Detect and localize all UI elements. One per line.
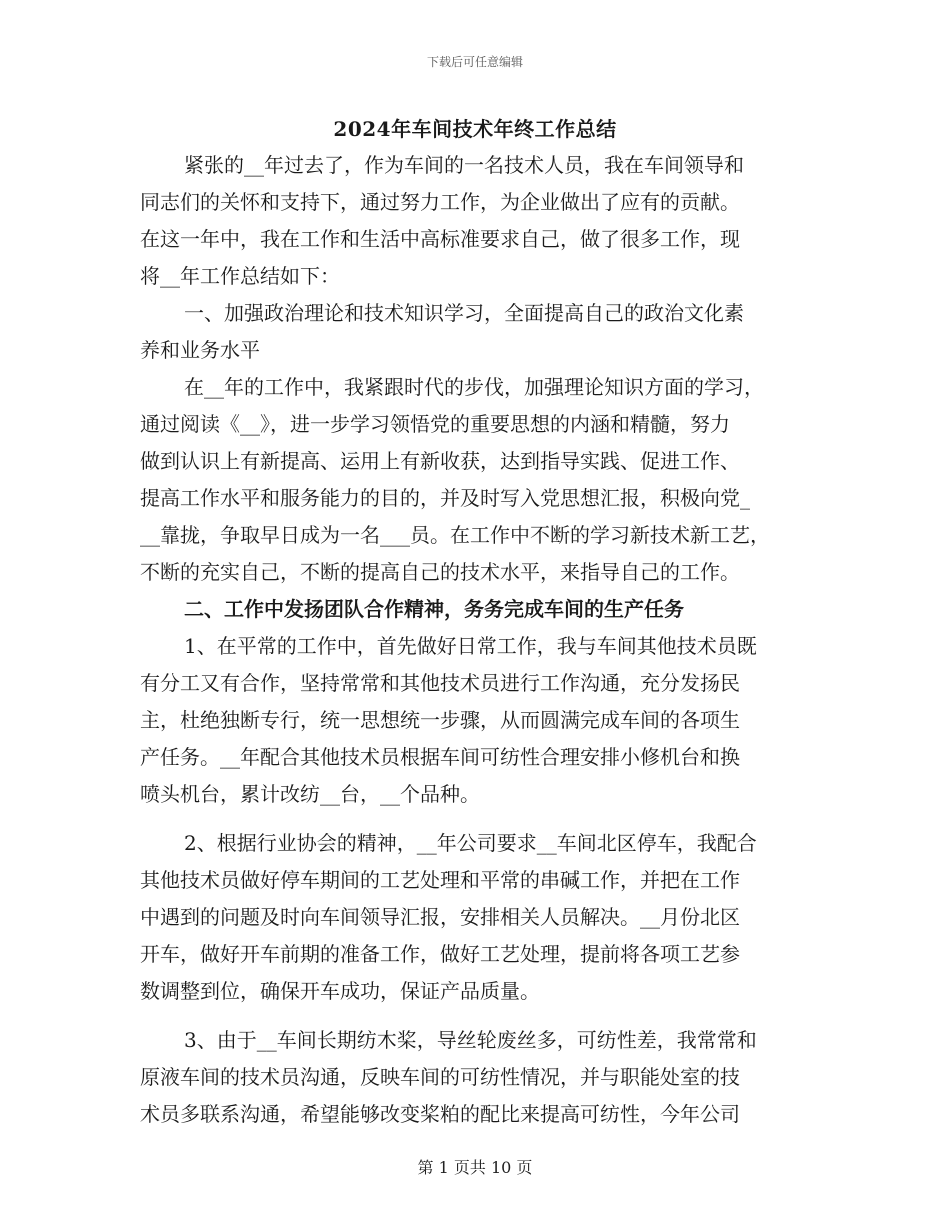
text-line: 产任务。__年配合其他技术员根据车间可纺性合理安排小修机台和换 xyxy=(140,745,740,769)
text-line: 养和业务水平 xyxy=(140,338,260,362)
text-line: 原液车间的技术员沟通，反映车间的可纺性情况，并与职能处室的技 xyxy=(140,1065,740,1089)
paragraph-gap xyxy=(140,1010,820,1022)
text-line: 主，杜绝独断专行，统一思想统一步骤，从而圆满完成车间的各项生 xyxy=(140,708,740,732)
text-line: 开车，做好开车前期的准备工作，做好工艺处理，提前将各项工艺参 xyxy=(140,942,740,966)
text-line: 提高工作水平和服务能力的目的，并及时写入党思想汇报，积极向党_ xyxy=(140,486,750,510)
text-line: __靠拢，争取早日成为一名___员。在工作中不断的学习新技术新工艺， xyxy=(140,523,770,547)
text-line: 数调整到位，确保开车成功，保证产品质量。 xyxy=(140,979,540,1003)
text-line: 二、工作中发扬团队合作精神，务务完成车间的生产任务 xyxy=(184,597,684,621)
text-line: 其他技术员做好停车期间的工艺处理和平常的串碱工作，并把在工作 xyxy=(140,868,740,892)
text-line: 术员多联系沟通，希望能够改变桨粕的配比来提高可纺性，今年公司 xyxy=(140,1102,740,1126)
text-line: 2、根据行业协会的精神，__年公司要求__车间北区停车，我配合 xyxy=(184,831,757,855)
paragraph-item-2 xyxy=(140,825,820,1010)
text-line: 做到认识上有新提高、运用上有新收获，达到指导实践、促进工作、 xyxy=(140,449,740,473)
text-line: 3、由于__车间长期纺木桨，导丝轮废丝多，可纺性差，我常常和 xyxy=(184,1028,757,1052)
paragraph-study xyxy=(140,369,820,591)
text-line: 1、在平常的工作中，首先做好日常工作，我与车间其他技术员既 xyxy=(184,634,757,658)
header-note: 下载后可任意编辑 xyxy=(426,55,523,69)
text-line: 喷头机台，累计改纺__台，__个品种。 xyxy=(140,782,480,806)
text-line: 将__年工作总结如下： xyxy=(140,264,340,288)
paragraph-item-3 xyxy=(140,1022,820,1133)
paragraph-intro xyxy=(140,147,820,295)
page-footer: 第 1 页共 10 页 xyxy=(417,1158,533,1177)
paragraph-gap xyxy=(140,813,820,825)
text-line: 同志们的关怀和支持下，通过努力工作，为企业做出了应有的贡献。 xyxy=(140,190,740,214)
text-line: 中遇到的问题及时向车间领导汇报，安排相关人员解决。__月份北区 xyxy=(140,905,740,929)
section-heading-1 xyxy=(140,295,820,369)
text-line: 一、加强政治理论和技术知识学习，全面提高自己的政治文化素 xyxy=(184,301,744,325)
section-heading-2 xyxy=(140,591,820,628)
text-line: 不断的充实自己，不断的提高自己的技术水平，来指导自己的工作。 xyxy=(140,560,740,584)
text-line: 紧张的__年过去了，作为车间的一名技术人员，我在车间领导和 xyxy=(184,153,744,177)
document-title: 2024年车间技术年终工作总结 xyxy=(333,117,617,141)
text-line: 通过阅读《__》，进一步学习领悟党的重要思想的内涵和精髓，努力 xyxy=(140,412,730,436)
paragraph-item-1 xyxy=(140,628,820,813)
document-body xyxy=(140,147,820,1133)
text-line: 在这一年中，我在工作和生活中高标准要求自己，做了很多工作，现 xyxy=(140,227,740,251)
text-line: 有分工又有合作，坚持常常和其他技术员进行工作沟通，充分发扬民 xyxy=(140,671,740,695)
text-line: 在__年的工作中，我紧跟时代的步伐，加强理论知识方面的学习， xyxy=(184,375,764,399)
